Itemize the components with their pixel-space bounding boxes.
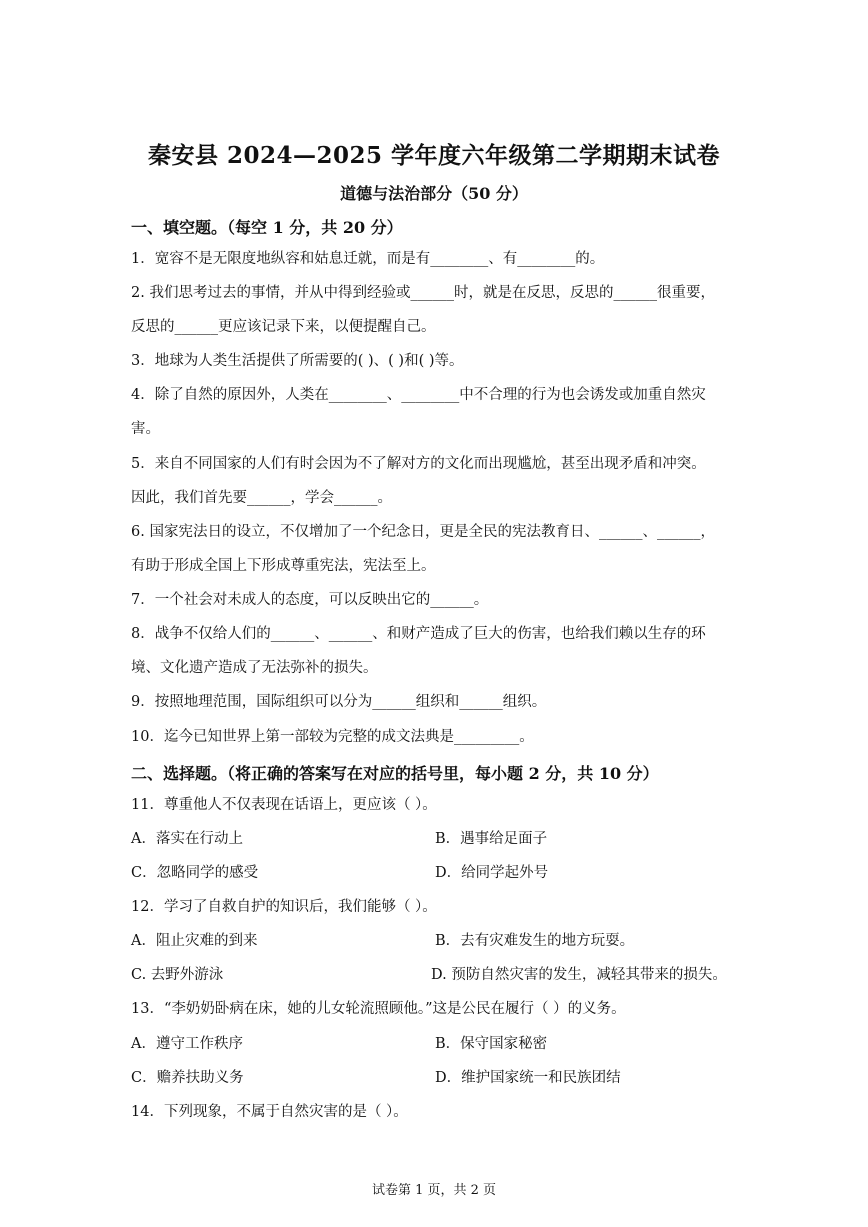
question-line: 有助于形成全国上下形成尊重宪法，宪法至上。: [131, 558, 436, 574]
exam-subtitle: 道德与法治部分（50 分）: [340, 184, 528, 203]
option-c: C. 去野外游泳: [131, 967, 224, 983]
question-line: 1．宽容不是无限度地纵容和姑息迁就，而是有________、有________的。: [131, 251, 605, 267]
section-heading-fill-in: 一、填空题。（每空 1 分，共 20 分）: [131, 218, 403, 237]
question-line: 2. 我们思考过去的事情，并从中得到经验或______时，就是在反思，反思的______很重要，: [131, 285, 715, 301]
option-a: A．阻止灾难的到来: [131, 933, 258, 949]
question-stem: 14．下列现象，不属于自然灾害的是（ ）。: [131, 1104, 408, 1120]
question-line: 6. 国家宪法日的设立，不仅增加了一个纪念日，更是全民的宪法教育日、______、______，: [131, 524, 715, 540]
page-footer: 试卷第 1 页，共 2 页: [371, 1183, 497, 1198]
option-a: A．遵守工作秩序: [131, 1036, 243, 1052]
option-a: A．落实在行动上: [131, 831, 243, 847]
option-c: C．忽略同学的感受: [131, 865, 259, 881]
question-line: 因此，我们首先要______，学会______。: [131, 490, 392, 506]
option-d: D. 预防自然灾害的发生，减轻其带来的损失。: [431, 967, 727, 983]
question-stem: 12．学习了自救自护的知识后，我们能够（ ）。: [131, 899, 437, 915]
question-line: 9．按照地理范围，国际组织可以分为______组织和______组织。: [131, 694, 547, 710]
question-line: 4．除了自然的原因外，人类在________、________中不合理的行为也会诱发或加重自然灾: [131, 387, 706, 403]
question-stem: 11．尊重他人不仅表现在话语上，更应该（ ）。: [131, 797, 437, 813]
option-d: D．给同学起外号: [435, 865, 549, 881]
option-b: B．保守国家秘密: [435, 1036, 548, 1052]
option-d: D．维护国家统一和民族团结: [435, 1070, 621, 1086]
exam-title: 秦安县 2024—2025 学年度六年级第二学期期末试卷: [147, 142, 721, 169]
question-line: 10．迄今已知世界上第一部较为完整的成文法典是_________。: [131, 729, 534, 745]
question-line: 反思的______更应该记录下来，以便提醒自己。: [131, 319, 436, 335]
question-line: 害。: [131, 421, 160, 437]
section-heading-choice: 二、选择题。（将正确的答案写在对应的括号里，每小题 2 分，共 10 分）: [131, 764, 659, 783]
option-c: C．赡养扶助义务: [131, 1070, 244, 1086]
question-line: 7．一个社会对未成人的态度，可以反映出它的______。: [131, 592, 489, 608]
question-line: 8．战争不仅给人们的______、______、和财产造成了巨大的伤害，也给我们赖以生存的环: [131, 626, 706, 642]
question-stem: 13．“李奶奶卧病在床，她的儿女轮流照顾他。”这是公民在履行（ ）的义务。: [131, 1001, 626, 1017]
option-b: B．遇事给足面子: [435, 831, 548, 847]
question-line: 5．来自不同国家的人们有时会因为不了解对方的文化而出现尴尬，甚至出现矛盾和冲突。: [131, 456, 706, 472]
question-line: 境、文化遗产造成了无法弥补的损失。: [131, 660, 378, 676]
question-line: 3．地球为人类生活提供了所需要的( )、( )和( )等。: [131, 353, 464, 369]
option-b: B．去有灾难发生的地方玩耍。: [435, 933, 635, 949]
